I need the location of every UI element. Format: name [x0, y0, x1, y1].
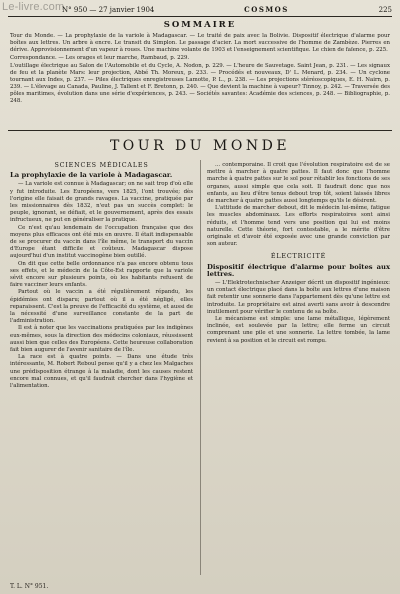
column-divider: [200, 160, 201, 575]
article-title: Dispositif électrique d'alarme pour boîtes aux lettres.: [207, 262, 390, 278]
paragraph: Le mécanisme est simple: une lame métallique, légèrement inclinée, est soulevée par la lettre; elle ferme un circuit comprenant une pile et une sonnerie. La lettre tombée, la lame revient à sa position et le circuit est rompu.: [207, 316, 390, 344]
journal-name: COSMOS: [244, 5, 289, 14]
sommaire-entry: Correspondance. — Les orages et leur marche, Rambaud, p. 229.: [10, 55, 190, 61]
sommaire-entry: Tour du Monde. — La prophylaxie de la variole à Madagascar. — Le traité de paix avec la Bolivie. Dispositif électrique d'alarme pour boîtes aux lettres. Un arbre à encre. Le transit du Simplon. Le passage d'acier. La mort successive de l'homme de Zambèze. Pierres en dérive. Approvisionnement d'un vapeur à roues. Une machine volante de 1903 et l'enseignement scientifique. Le chien de faïence, p. 225.: [10, 33, 390, 53]
right-column: [207, 162, 390, 345]
watermark-text: Le-livre.com: [2, 1, 65, 13]
paragraph: Il est à noter que les vaccinations pratiquées par les indigènes eux-mêmes, sous la direction des médecins coloniaux, réussissent aussi bien que celles des Européens. Cette heureuse collaboration fait bien augurer de l'avenir sanitaire de l'île.: [10, 325, 193, 354]
sommaire-heading: SOMMAIRE: [163, 20, 237, 30]
paragraph: La race est à quatre points. — Dans une étude très intéressante, M. Robert Reboul pense qu'il y a chez les Malgaches une prédisposition étrange à la maladie, dont les causes restent encore mal connues, et qu'il faudrait chercher dans l'hygiène et l'alimentation.: [10, 354, 193, 390]
paragraph: On dit que cette belle ordonnance n'a pas encore obtenu tous ses effets, et le médecin de la Côte-Est rapporte que la variole sévit encore sur plusieurs points, où les habitants refusent de faire vacciner leurs enfants.: [10, 260, 193, 289]
left-column: [10, 162, 193, 390]
paragraph: — La variole est connue à Madagascar; on ne sait trop d'où elle y fut introduite. Les Européens, vers 1825, l'ont trouvée; dès l'origine elle faisait de grands ravages. La vaccine, pratiquée par les missionnaires dès 1832, n'eut pas un succès complet: le peuple, ignorant, se défiait, et le gouvernement, après des essais infructueux, ne put en généraliser la pratique.: [10, 181, 193, 224]
section-title: TOUR DU MONDE: [109, 138, 291, 154]
paragraph: Ce n'est qu'au lendemain de l'occupation française que des moyens plus efficaces ont été mis en œuvre. Il était indispensable de se procurer du vaccin dans l'île même, le transport du vaccin d'Europe étant difficile et coûteux. Madagascar dispose aujourd'hui d'un institut vaccinogène bien outillé.: [10, 224, 193, 260]
section-heading: ÉLECTRICITÉ: [270, 252, 327, 261]
header-rule: [8, 16, 392, 17]
sommaire-body: [10, 33, 390, 106]
issue-number: N° 950 — 27 janvier 1904: [62, 5, 155, 14]
sommaire-rule: [8, 130, 392, 131]
paragraph: — L'Elektrotechnischer Anzeiger décrit un dispositif ingénieux: un contact électrique placé dans la boîte aux lettres d'une maison fait retentir une sonnerie dans l'appartement dès qu'une lettre est introduite. Le propriétaire est ainsi averti sans avoir à descendre inutilement pour vérifier le contenu de sa boîte.: [207, 280, 390, 315]
paragraph: Partout où le vaccin a été régulièrement répandu, les épidémies ont disparu; partout où il a été négligé, elles reparaissent. C'est la preuve de l'efficacité du système, et aussi de la nécessité d'une surveillance constante de la part de l'administration.: [10, 289, 193, 325]
page-footer: T. L. N° 951.: [10, 583, 49, 590]
paragraph: L'attitude de marcher debout, dit le médecin lui-même, fatigue les muscles abdominaux. Les efforts respiratoires sont ainsi réduits, et l'homme tend vers une position qui lui est moins naturelle. Cette théorie, fort contestable, a le mérite d'être originale et d'avoir été exposée avec une grande conviction par son auteur.: [207, 205, 390, 248]
page-number: 225: [378, 5, 392, 14]
page-header: [8, 3, 392, 16]
section-heading: SCIENCES MÉDICALES: [54, 161, 149, 169]
article-title: La prophylaxie de la variole à Madagascar.: [10, 171, 173, 180]
sommaire-entry: L'outillage électrique au Salon de l'Automobile et du Cycle, A. Nodon, p. 229. — L'heure de Sauvetage. Saint Jean, p. 231. — Les signaux de feu et la planète Mars: leur projection, Abbé Th. Moreux, p. 233. — Procédés et nouveaux, D' L. Menard, p. 234. — Un cyclone tournant aux Indes, p. 237. — Piles électriques enregistreuses Lamotte, P. L., p. 238. — Les projections stéréoscopiques, E. H. Nairn, p. 239. — L'élevage au Canada, Pauline, J. Tallent et F. Bretonn, p. 240. — Que devient la machine à vapeur? Tinnoy, p. 242. — Traversée des pôles maritimes, évolution dans une série d'expériences, p. 243. — Sociétés savantes: Académie des sciences, p. 248. — Bibliographie, p. 248.: [10, 63, 390, 104]
paragraph: ... contemporaine. Il croit que l'évolution respiratoire est de se mettre à marcher à quatre pattes. Il faut donc que l'homme marche à quatre pattes sur le sol pour rétablir les fonctions de ses organes, aussi simple que cela soit. Il faudrait donc que nos enfants, au lieu d'être tenus debout trop tôt, soient laissés libres de marcher à quatre pattes aussi longtemps qu'ils le désirent.: [207, 162, 390, 205]
